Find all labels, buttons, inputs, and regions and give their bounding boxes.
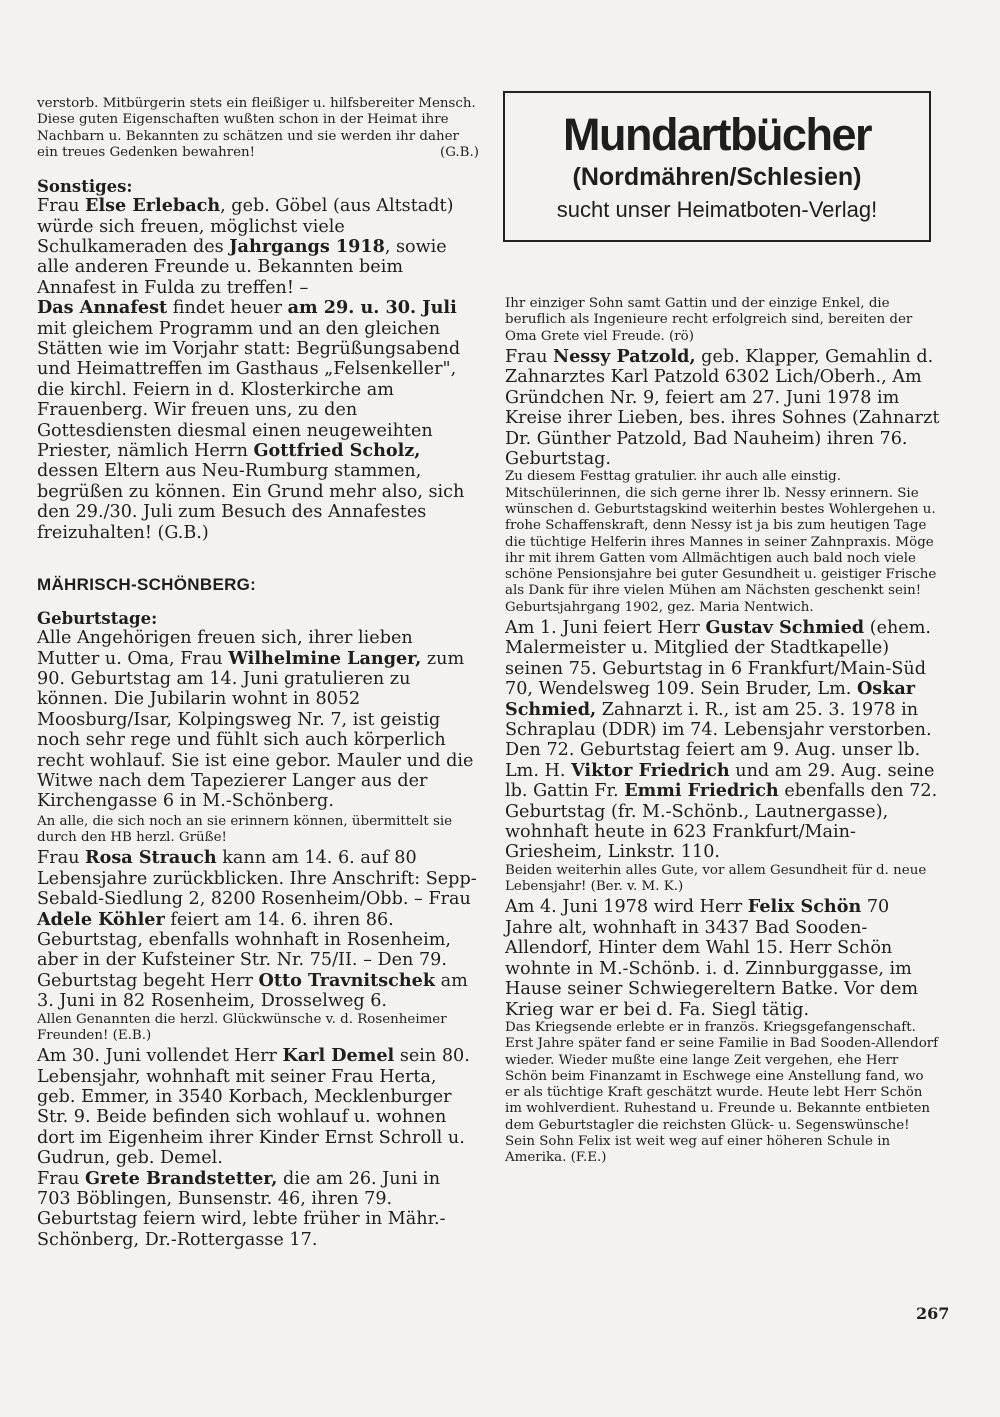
paragraph-schmied	[505, 618, 942, 863]
text: Am 4. Juni 1978 wird Herr	[505, 897, 748, 918]
ad-line: sucht unser Heimatboten-Verlag!	[556, 197, 878, 222]
text: und am 29. Aug. seine lb. Gattin Fr.	[505, 760, 935, 802]
text: sein 80. Lebensjahr, wohnhaft mit seiner Frau Herta, geb. Emmer, in 3540 Korbach, Mecklenburger Str. 9. Beide befinden sich wohlauf u. wohnen dort im Eigenheim ihrer Kinder Ernst Schroll u. Gudrun, geb. Demel.	[37, 1046, 470, 1169]
section-heading: MÄHRISCH-SCHÖNBERG:	[37, 575, 257, 595]
person-name: Else Erlebach	[85, 195, 221, 217]
obituary-text: verstorb. Mitbürgerin stets ein fleißiger u. hilfsbereiter Mensch. Diese guten Eigenschaften wußten schon in der Heimat ihre Nachbarn u. Bekannten zu schätzen und sie werden ihr daher ein treues Gedenken bewahren!	[37, 96, 476, 160]
text: dessen Eltern aus Neu-Rumburg stammen, begrüßen zu können. Ein Grund mehr also, sich den 29./30. Juli zum Besuch des Annafestes freizuhalten! (G.B.)	[37, 461, 465, 543]
text: ebenfalls den 72. Geburtstag (fr. M.-Schönb., Lautnergasse), wohnhaft heute in 623 Frankfurt/Main-Griesheim, Linkstr. 110.	[505, 781, 938, 863]
paragraph-war-end: Das Kriegsende erlebte er in französ. Kriegsgefangenschaft. Erst Jahre später fand er seine Familie in Bad Sooden-Allendorf wieder. Wieder mußte eine lange Zeit vergehen, ehe Herr Schön beim Finanzamt in Eschwege eine Anstellung fand, wo er als tüchtige Kraft geschätzt wurde. Heute lebt Herr Schön im wohlverdient. Ruhestand u. Freunde u. Bekannte entbieten dem Geburtstagler die reichsten Glück- u. Segenswünsche! Sein Sohn Felix ist weit weg auf einer höheren Schule in Amerika. (F.E.)	[505, 1019, 939, 1166]
paragraph-langer	[37, 628, 479, 812]
person-name: Otto Travnitschek	[258, 969, 436, 991]
person-name: Emmi Friedrich	[624, 780, 779, 802]
highlight: am 29. u. 30. Juli	[287, 297, 457, 319]
text: Am 30. Juni vollendet Herr	[37, 1046, 283, 1067]
text: 70 Jahre alt, wohnhaft in 3437 Bad Sooden-Allendorf, Hinter dem Wahl 15. Herr Schön wohnte in M.-Schönb. i. d. Zinnburggasse, im Hause seiner Schwiegereltern Batke. Vor dem Krieg war er bei d. Fa. Siegl tätig.	[505, 897, 919, 1020]
text: die am 26. Juni in 703 Böblingen, Bunsenstr. 46, ihren 79. Geburtstag feiern wird, lebte früher in Mähr.-Schönberg, Dr.-Rottergasse 17.	[37, 1168, 446, 1250]
text: , sowie alle anderen Freunde u. Bekannten beim Annafest in Fulda zu treffen! –	[37, 237, 447, 298]
paragraph-annafest	[37, 298, 479, 543]
text: geb. Klapper, Gemahlin d. Zahnarztes Karl Patzold 6302 Lich/Oberh., Am Gründchen Nr. 9, feiert am 27. Juni 1978 im Kreise ihrer Lieben, bes. ihres Sohnes (Zahnarzt Dr. Günther Patzold, Bad Nauheim) ihren 76. Geburtstag.	[505, 346, 940, 469]
paragraph-obituary-end	[37, 96, 479, 161]
text: Am 1. Juni feiert Herr	[505, 618, 706, 638]
text: mit gleichem Programm und an den gleichen Stätten wie im Vorjahr statt: Begrüßungsabend und Heimattreffen im Gasthaus „Felsenkeller", die kirchl. Feiern in d. Klosterkirche am Frauenberg. Wir freuen uns, zu den Gottesdiensten diesmal einen neugeweihten Priester, nämlich Herrn	[37, 318, 461, 462]
right-column	[505, 296, 942, 1167]
person-name: Karl Demel	[282, 1045, 395, 1067]
highlight: Jahrgangs 1918	[229, 236, 385, 257]
person-name: Grete Brandstetter,	[85, 1167, 278, 1189]
text: Frau	[505, 346, 554, 367]
paragraph-best-wishes: Beiden weiterhin alles Gute, vor allem Gesundheit für d. neue Lebensjahr! (Ber. v. M. K.)	[505, 862, 927, 895]
text: Frau	[37, 848, 86, 869]
paragraph-demel	[37, 1046, 479, 1168]
text: kann am 14. 6. auf 80 Lebensjahre zurückblicken. Ihre Anschrift: Sepp-Sebald-Siedlung 2, 8200 Rosenheim/Obb. – Frau	[37, 848, 477, 910]
paragraph-wishes: Allen Genannten die herzl. Glückwünsche v. d. Rosenheimer Freunden! (E.B.)	[37, 1011, 447, 1043]
advertisement-box	[503, 91, 931, 242]
text: Frau	[37, 196, 86, 217]
paragraph-schoen	[505, 897, 942, 1019]
person-name: Felix Schön	[747, 896, 862, 918]
person-name: Gustav Schmied	[705, 617, 865, 638]
paragraph-brandstetter	[37, 1169, 479, 1251]
heading-geburtstage: Geburtstage:	[37, 609, 158, 629]
paragraph-rosenheim	[37, 848, 479, 1011]
highlight: Das Annafest	[37, 297, 168, 319]
text: Zahnarzt i. R., ist am 25. 3. 1978 in Schraplau (DDR) im 74. Lebensjahr verstorben. Den 72. Geburtstag feiert am 9. Aug. unser lb. Lm. H.	[505, 699, 932, 781]
ad-subtitle: (Nordmähren/Schlesien)	[572, 163, 862, 191]
heading-sonstiges: Sonstiges:	[37, 177, 133, 197]
person-name: Gottfried Scholz,	[253, 440, 421, 462]
paragraph-son: Ihr einziger Sohn samt Gattin und der einzige Enkel, die beruflich als Ingenieure recht erfolgreich sind, bereiten der Oma Grete viel Freude. (rö)	[505, 296, 913, 344]
text: zum 90. Geburtstag am 14. Juni gratulieren zu können. Die Jubilarin wohnt in 8052 Moosburg/Isar, Kolpingsweg Nr. 7, ist geistig noch sehr rege und fühlt sich auch körperlich recht wohlauf. Sie ist eine gebor. Mauler und die Witwe nach dem Tapezierer Langer aus der Kirchengasse 6 in M.-Schönberg.	[37, 648, 474, 812]
text: feiert am 14. 6. ihren 86. Geburtstag, ebenfalls wohnhaft in Rosenheim, aber in der Kufsteiner Str. Nr. 75/II. – Den 79. Geburtstag begeht Herr	[37, 909, 451, 991]
signature: (G.B.)	[439, 144, 479, 160]
text: Alle Angehörigen freuen sich, ihrer lieben Mutter u. Oma, Frau	[37, 628, 413, 669]
text: am 3. Juni in 82 Rosenheim, Drosselweg 6.	[37, 970, 468, 1012]
text: , geb. Göbel (aus Altstadt) würde sich freuen, möglichst viele Schulkameraden des	[37, 196, 454, 257]
paragraph-congrats: Zu diesem Festtag gratulier. ihr auch alle einstig. Mitschülerinnen, die sich gerne ihrer lb. Nessy erinnern. Sie wünschen d. Geburtstagskind weiterhin bestes Wohlergehen u. frohe Schaffenskraft, denn Nessy ist ja bis zum heutigen Tage die tüchtige Helferin ihres Mannes in seiner Zahnpraxis. Möge ihr mit ihrem Gatten vom Allmächtigen auch bald noch viele schöne Pensionsjahre bei guter Gesundheit u. geistiger Frische als Dank für ihre vielen Mühen am Nächsten geschenkt sein! Geburtsjahrgang 1902, gez. Maria Nentwich.	[505, 469, 937, 615]
person-name: Viktor Friedrich	[571, 759, 730, 781]
paragraph-greeting: An alle, die sich noch an sie erinnern können, übermittelt sie durch den HB herzl. Grüße!	[37, 813, 453, 846]
left-column	[37, 96, 479, 1250]
paragraph-erlebach	[37, 196, 479, 298]
page-number: 267	[916, 1304, 950, 1323]
person-name: Oskar Schmied,	[505, 678, 916, 720]
person-name: Wilhelmine Langer,	[228, 647, 422, 669]
ad-title: Mundartbücher	[562, 109, 871, 160]
text: findet heuer	[167, 298, 288, 319]
text: (ehem. Malermeister u. Mitglied der Stadtkapelle) seinen 75. Geburtstag in 6 Frankfurt/Main-Süd 70, Wendelsweg 109. Sein Bruder, Lm.	[505, 618, 931, 700]
text: Frau	[37, 1168, 86, 1189]
person-name: Nessy Patzold,	[553, 345, 696, 367]
person-name: Adele Köhler	[37, 908, 165, 930]
paragraph-patzold	[505, 347, 942, 469]
person-name: Rosa Strauch	[85, 847, 217, 869]
